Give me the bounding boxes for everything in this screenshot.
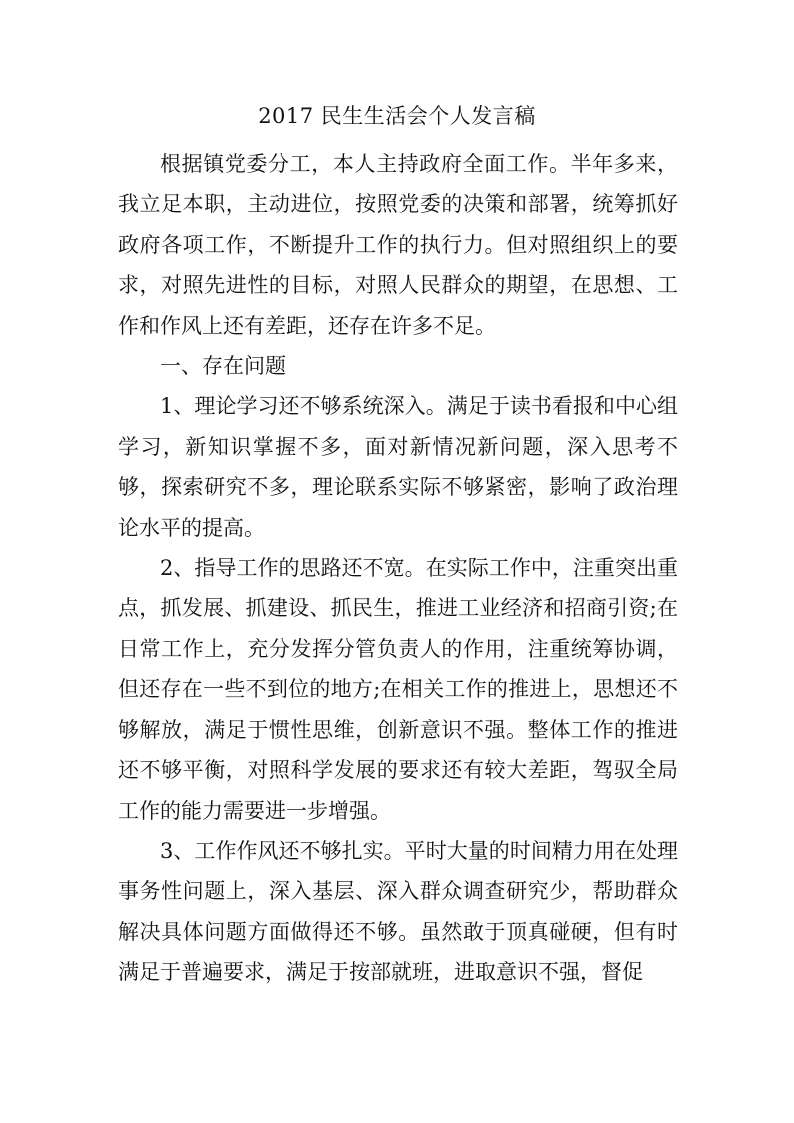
paragraph-item-1: 1、理论学习还不够系统深入。满足于读书看报和中心组学习，新知识掌握不多，面对新情况新问题，深入思考不够，探索研究不多，理论联系实际不够紧密，影响了政治理论水平的提高。 xyxy=(118,394,678,540)
paragraph-item-2: 2、指导工作的思路还不宽。在实际工作中，注重突出重点，抓发展、抓建设、抓民生，推进工业经济和招商引资;在日常工作上，充分发挥分管负责人的作用，注重统筹协调，但还存在一些不到位的地方;在相关工作的推进上，思想还不够解放，满足于惯性思维，创新意识不强。整体工作的推进还不够平衡，对照科学发展的要求还有较大差距，驾驭全局工作的能力需要进一步增强。 xyxy=(118,556,678,823)
document-body xyxy=(118,144,678,993)
paragraph-item-3: 3、工作作风还不够扎实。平时大量的时间精力用在处理事务性问题上，深入基层、深入群众调查研究少，帮助群众解决具体问题方面做得还不够。虽然敢于顶真碰硬，但有时满足于普遍要求，满足于按部就班，进取意识不强，督促 xyxy=(118,838,678,985)
section-heading-problems: 一、存在问题 xyxy=(160,354,286,379)
paragraph-intro: 根据镇党委分工，本人主持政府全面工作。半年多来，我立足本职，主动进位，按照党委的决策和部署，统筹抓好政府各项工作，不断提升工作的执行力。但对照组织上的要求，对照先进性的目标，对照人民群众的期望，在思想、工作和作风上还有差距，还存在许多不足。 xyxy=(118,152,678,338)
document-title: 2017 民生生活会个人发言稿 xyxy=(258,104,536,128)
